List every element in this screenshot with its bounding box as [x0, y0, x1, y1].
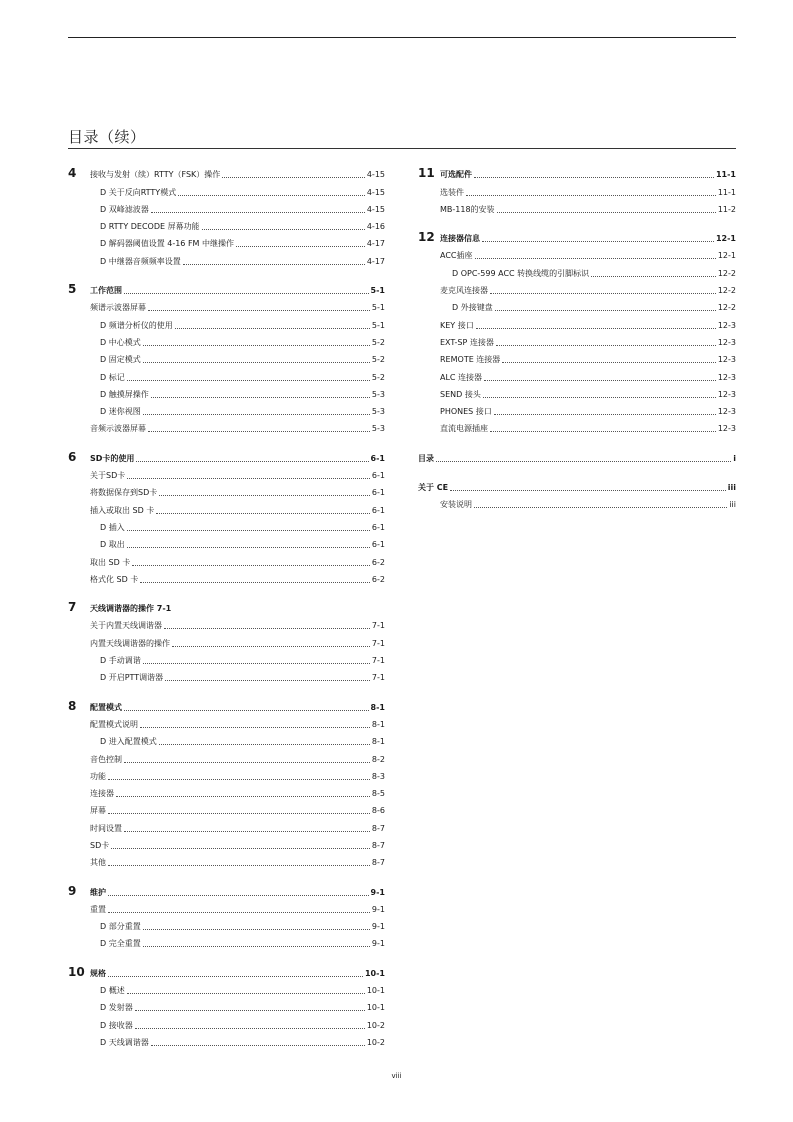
- toc-entry[interactable]: [68, 782, 385, 799]
- leader-dots: [202, 229, 365, 230]
- leader-dots: [165, 680, 370, 681]
- toc-entry[interactable]: [68, 713, 385, 730]
- section-title: 接收与发射（续）RTTY（FSK）操作: [90, 170, 221, 180]
- entry-page-number: 11-2: [717, 204, 736, 214]
- entry-label: D 接收器: [100, 1020, 133, 1030]
- toc-entry[interactable]: [68, 365, 385, 382]
- entry-label: 麦克风连接器: [440, 286, 488, 296]
- leader-dots: [159, 495, 370, 496]
- entry-page-number: 5-3: [371, 424, 385, 434]
- leader-dots: [108, 976, 363, 977]
- entry-label: D 发射器: [100, 1003, 133, 1013]
- entry-page-number: 12-3: [717, 389, 736, 399]
- entry-page-number: 9-1: [371, 904, 385, 914]
- toc-section-heading[interactable]: [68, 880, 385, 897]
- toc-entry[interactable]: [418, 417, 736, 434]
- toc-entry[interactable]: [68, 481, 385, 498]
- toc-section-heading[interactable]: [68, 597, 385, 614]
- leader-dots: [143, 946, 370, 947]
- entry-page-number: 10-2: [366, 1037, 385, 1047]
- leader-dots: [172, 646, 370, 647]
- toc-entry[interactable]: [68, 799, 385, 816]
- entry-page-number: 12-3: [717, 424, 736, 434]
- toc-entry[interactable]: [68, 348, 385, 365]
- toc-entry[interactable]: [68, 498, 385, 515]
- toc-entry[interactable]: [68, 198, 385, 215]
- entry-label: D 中继器音频频率设置: [100, 256, 181, 266]
- toc-entry[interactable]: [418, 313, 736, 330]
- toc-entry[interactable]: [68, 533, 385, 550]
- entry-page-number: 12-3: [717, 372, 736, 382]
- toc-entry[interactable]: [418, 348, 736, 365]
- entry-page-number: 10-1: [366, 986, 385, 996]
- entry-label: 关于内置天线调谐器: [90, 621, 162, 631]
- entry-page-number: 12-1: [717, 251, 736, 261]
- section-number: 9: [68, 883, 77, 898]
- entry-page-number: 8-7: [371, 840, 385, 850]
- toc-entry[interactable]: [68, 1031, 385, 1048]
- toc-section: [68, 695, 385, 868]
- toc-entry[interactable]: [68, 747, 385, 764]
- entry-page-number: 12-3: [717, 337, 736, 347]
- entry-label: SD卡: [90, 840, 110, 850]
- toc-section-heading[interactable]: [68, 279, 385, 296]
- entry-page-number: 4-17: [366, 256, 385, 266]
- header-rule: [68, 37, 736, 38]
- leader-dots: [148, 431, 370, 432]
- title-rule: [68, 148, 736, 149]
- toc-section: [68, 597, 385, 683]
- leader-dots: [143, 345, 370, 346]
- toc-section: [68, 163, 385, 267]
- toc-entry[interactable]: [68, 932, 385, 949]
- entry-page-number: 6-2: [371, 574, 385, 584]
- toc-section-heading[interactable]: [418, 446, 736, 463]
- toc-entry[interactable]: [418, 244, 736, 261]
- toc-entry[interactable]: [68, 816, 385, 833]
- leader-dots: [497, 212, 716, 213]
- toc-entry[interactable]: [68, 765, 385, 782]
- entry-label: D 部分重置: [100, 922, 141, 932]
- entry-label: D 关于反向RTTY模式: [100, 187, 177, 197]
- entry-label: ALC 连接器: [440, 372, 483, 382]
- toc-entry[interactable]: [68, 400, 385, 417]
- entry-label: D RTTY DECODE 屏幕功能: [100, 222, 200, 232]
- entry-page-number: 5-2: [371, 337, 385, 347]
- leader-dots: [591, 276, 716, 277]
- entry-page-number: 5-2: [371, 372, 385, 382]
- section-title: 工作范围: [90, 286, 122, 296]
- toc-entry[interactable]: [68, 550, 385, 567]
- leader-dots: [484, 380, 716, 381]
- leader-dots: [124, 710, 369, 711]
- entry-page-number: 7-1: [371, 656, 385, 666]
- entry-page-number: 5-2: [371, 355, 385, 365]
- toc-entry[interactable]: [418, 400, 736, 417]
- leader-dots: [495, 310, 716, 311]
- section-number: 5: [68, 282, 77, 297]
- entry-page-number: 10-2: [366, 1020, 385, 1030]
- toc-section-heading[interactable]: [68, 695, 385, 712]
- toc-entry[interactable]: [68, 464, 385, 481]
- entry-page-number: 4-15: [366, 204, 385, 214]
- toc-entry[interactable]: [68, 898, 385, 915]
- section-number: 12: [418, 230, 435, 245]
- page-title: 目录（续）: [68, 128, 146, 146]
- entry-label: 音色控制: [90, 754, 122, 764]
- leader-dots: [132, 565, 370, 566]
- leader-dots: [151, 1045, 365, 1046]
- toc-entry[interactable]: [68, 568, 385, 585]
- entry-label: D 触摸屏操作: [100, 389, 149, 399]
- toc-section-heading[interactable]: [68, 961, 385, 978]
- leader-dots: [175, 328, 370, 329]
- toc-section: [68, 279, 385, 435]
- section-number: 7: [68, 600, 77, 615]
- entry-page-number: 5-1: [371, 303, 385, 313]
- toc-entry[interactable]: [68, 383, 385, 400]
- entry-page-number: 6-1: [371, 540, 385, 550]
- section-page-number: 11-1: [715, 170, 736, 180]
- entry-label: 连接器: [90, 789, 114, 799]
- entry-label: D 迷你视图: [100, 407, 141, 417]
- entry-label: 重置: [90, 904, 106, 914]
- entry-page-number: 6-2: [371, 557, 385, 567]
- toc-entry[interactable]: [68, 296, 385, 313]
- entry-page-number: 6-1: [371, 505, 385, 515]
- leader-dots: [127, 547, 370, 548]
- leader-dots: [450, 490, 726, 491]
- entry-label: SEND 接头: [440, 389, 481, 399]
- leader-dots: [108, 912, 370, 913]
- leader-dots: [474, 507, 727, 508]
- leader-dots: [183, 264, 365, 265]
- entry-page-number: 12-2: [717, 286, 736, 296]
- toc-entry[interactable]: [68, 313, 385, 330]
- entry-label: D 中心模式: [100, 337, 141, 347]
- entry-page-number: 4-16: [366, 222, 385, 232]
- leader-dots: [135, 1010, 365, 1011]
- leader-dots: [436, 461, 731, 462]
- leader-dots: [482, 241, 714, 242]
- toc-entry[interactable]: [68, 996, 385, 1013]
- entry-label: D 手动调谐: [100, 656, 141, 666]
- leader-dots: [156, 513, 370, 514]
- leader-dots: [127, 530, 370, 531]
- entry-label: MB-118的安装: [440, 204, 495, 214]
- toc-entry[interactable]: [418, 198, 736, 215]
- entry-label: D 开启PTT调谐器: [100, 673, 164, 683]
- toc-section: [418, 163, 736, 215]
- entry-page-number: 12-3: [717, 407, 736, 417]
- leader-dots: [222, 177, 365, 178]
- entry-page-number: 6-1: [371, 488, 385, 498]
- leader-dots: [483, 397, 716, 398]
- entry-label: D 双峰滤波器: [100, 204, 149, 214]
- toc-section: [418, 446, 736, 463]
- section-title: 目录: [418, 453, 434, 463]
- section-title: 配置模式: [90, 702, 122, 712]
- toc-entry[interactable]: [68, 730, 385, 747]
- entry-page-number: 7-1: [371, 638, 385, 648]
- section-page-number: 12-1: [715, 234, 736, 244]
- toc-entry[interactable]: [68, 915, 385, 932]
- entry-label: 格式化 SD 卡: [90, 574, 139, 584]
- entry-label: 将数据保存到SD卡: [90, 488, 158, 498]
- leader-dots: [496, 345, 716, 346]
- entry-page-number: 5-3: [371, 389, 385, 399]
- leader-dots: [143, 663, 370, 664]
- leader-dots: [111, 848, 370, 849]
- entry-label: KEY 接口: [440, 320, 474, 330]
- entry-page-number: 8-6: [371, 806, 385, 816]
- toc-entry[interactable]: [68, 649, 385, 666]
- toc-section: [418, 476, 736, 511]
- entry-label: D 解码器阈值设置 4-16 FM 中继操作: [100, 239, 234, 249]
- toc-entry[interactable]: [418, 279, 736, 296]
- entry-page-number: 12-2: [717, 303, 736, 313]
- leader-dots: [124, 831, 370, 832]
- toc-section-heading[interactable]: [418, 476, 736, 493]
- entry-label: ACC插座: [440, 251, 473, 261]
- toc-section: [68, 880, 385, 949]
- entry-page-number: 8-1: [371, 737, 385, 747]
- entry-page-number: 8-1: [371, 719, 385, 729]
- section-page-number: iii: [727, 483, 736, 493]
- leader-dots: [116, 796, 370, 797]
- section-title: 规格: [90, 968, 106, 978]
- entry-label: D 插入: [100, 522, 125, 532]
- page-number: viii: [391, 1072, 402, 1080]
- leader-dots: [143, 929, 370, 930]
- entry-page-number: 5-3: [371, 407, 385, 417]
- entry-label: 配置模式说明: [90, 719, 138, 729]
- leader-dots: [474, 177, 714, 178]
- toc-section-heading[interactable]: [418, 163, 736, 180]
- section-title: 关于 CE: [418, 483, 449, 493]
- entry-page-number: 8-7: [371, 858, 385, 868]
- toc-entry[interactable]: [68, 631, 385, 648]
- entry-label: 功能: [90, 771, 106, 781]
- entry-label: D 频谱分析仪的使用: [100, 320, 173, 330]
- leader-dots: [151, 397, 370, 398]
- entry-label: D OPC-599 ACC 转换线缆的引脚标识: [452, 268, 590, 278]
- entry-label: 其他: [90, 858, 106, 868]
- section-page-number: i: [733, 453, 736, 463]
- section-page-number: 4-15: [366, 170, 385, 180]
- entry-label: 内置天线调谐器的操作: [90, 638, 170, 648]
- toc-entry[interactable]: [68, 331, 385, 348]
- toc-entry[interactable]: [68, 666, 385, 683]
- entry-label: 取出 SD 卡: [90, 557, 131, 567]
- leader-dots: [236, 246, 365, 247]
- entry-label: D 天线调谐器: [100, 1037, 149, 1047]
- entry-page-number: 4-15: [366, 187, 385, 197]
- section-number: 4: [68, 166, 77, 181]
- section-number: 11: [418, 166, 435, 181]
- toc-entry[interactable]: [68, 516, 385, 533]
- entry-page-number: 4-17: [366, 239, 385, 249]
- leader-dots: [476, 328, 716, 329]
- section-page-number: 6-1: [370, 453, 385, 463]
- leader-dots: [178, 195, 365, 196]
- section-page-number: 10-1: [364, 968, 385, 978]
- leader-dots: [140, 582, 370, 583]
- leader-dots: [151, 212, 365, 213]
- entry-page-number: iii: [729, 500, 736, 510]
- section-number: 10: [68, 964, 85, 979]
- toc-right-column: [418, 163, 736, 522]
- entry-label: D 固定模式: [100, 355, 141, 365]
- toc-entry[interactable]: [68, 1013, 385, 1030]
- toc-section: [68, 446, 385, 584]
- toc-entry[interactable]: [68, 834, 385, 851]
- section-number: 8: [68, 698, 77, 713]
- toc-entry[interactable]: [418, 493, 736, 510]
- section-title: 天线调谐器的操作 7-1: [90, 604, 172, 614]
- leader-dots: [143, 362, 370, 363]
- entry-page-number: 11-1: [717, 187, 736, 197]
- entry-page-number: 8-3: [371, 771, 385, 781]
- entry-label: 直流电源插座: [440, 424, 488, 434]
- entry-page-number: 8-5: [371, 789, 385, 799]
- entry-page-number: 7-1: [371, 621, 385, 631]
- entry-label: 安装说明: [440, 500, 472, 510]
- entry-page-number: 9-1: [371, 922, 385, 932]
- entry-page-number: 10-1: [366, 1003, 385, 1013]
- toc-entry[interactable]: [418, 331, 736, 348]
- toc-entry[interactable]: [68, 979, 385, 996]
- entry-label: 音频示波器屏幕: [90, 424, 146, 434]
- entry-label: 时间设置: [90, 823, 122, 833]
- toc-entry[interactable]: [68, 249, 385, 266]
- leader-dots: [108, 779, 370, 780]
- section-title: 维护: [90, 887, 106, 897]
- leader-dots: [502, 362, 716, 363]
- entry-page-number: 12-2: [717, 268, 736, 278]
- entry-label: D 进入配置模式: [100, 737, 157, 747]
- leader-dots: [124, 293, 369, 294]
- leader-dots: [494, 414, 716, 415]
- toc-entry[interactable]: [418, 383, 736, 400]
- entry-page-number: 12-3: [717, 320, 736, 330]
- toc-entry[interactable]: [418, 365, 736, 382]
- toc-section: [68, 961, 385, 1047]
- entry-label: PHONES 接口: [440, 407, 492, 417]
- toc-entry[interactable]: [418, 261, 736, 278]
- leader-dots: [108, 813, 370, 814]
- leader-dots: [475, 258, 716, 259]
- leader-dots: [490, 293, 716, 294]
- entry-page-number: 6-1: [371, 522, 385, 532]
- toc-section-heading[interactable]: [68, 446, 385, 463]
- entry-page-number: 7-1: [371, 673, 385, 683]
- leader-dots: [108, 865, 370, 866]
- section-title: 可选配件: [440, 170, 472, 180]
- section-title: SD卡的使用: [90, 453, 135, 463]
- toc-entry[interactable]: [68, 417, 385, 434]
- toc-entry[interactable]: [68, 215, 385, 232]
- entry-label: D 外接键盘: [452, 303, 493, 313]
- leader-dots: [127, 478, 370, 479]
- entry-label: D 完全重置: [100, 939, 141, 949]
- leader-dots: [124, 762, 370, 763]
- leader-dots: [108, 895, 369, 896]
- leader-dots: [148, 310, 370, 311]
- entry-label: 频谱示波器屏幕: [90, 303, 146, 313]
- leader-dots: [164, 628, 370, 629]
- entry-label: D 概述: [100, 986, 125, 996]
- toc-entry[interactable]: [418, 296, 736, 313]
- toc-left-column: [68, 163, 385, 1060]
- leader-dots: [136, 461, 368, 462]
- toc-entry[interactable]: [68, 851, 385, 868]
- entry-label: 插入或取出 SD 卡: [90, 505, 155, 515]
- leader-dots: [127, 993, 365, 994]
- leader-dots: [159, 744, 370, 745]
- leader-dots: [127, 380, 370, 381]
- section-number: 6: [68, 449, 77, 464]
- toc-section-heading[interactable]: [418, 227, 736, 244]
- entry-label: EXT-SP 连接器: [440, 337, 494, 347]
- toc-entry[interactable]: [418, 180, 736, 197]
- section-page-number: 9-1: [370, 887, 385, 897]
- entry-label: D 取出: [100, 540, 125, 550]
- section-page-number: 8-1: [370, 702, 385, 712]
- entry-label: 关于SD卡: [90, 471, 126, 481]
- toc-entry[interactable]: [68, 614, 385, 631]
- leader-dots: [490, 431, 716, 432]
- entry-page-number: 8-2: [371, 754, 385, 764]
- entry-label: REMOTE 连接器: [440, 355, 501, 365]
- entry-page-number: 8-7: [371, 823, 385, 833]
- entry-label: 屏幕: [90, 806, 106, 816]
- entry-page-number: 5-1: [371, 320, 385, 330]
- section-title: 连接器信息: [440, 234, 480, 244]
- toc-section: [418, 227, 736, 435]
- leader-dots: [466, 195, 716, 196]
- entry-label: D 标记: [100, 372, 125, 382]
- toc-section-heading[interactable]: [68, 163, 385, 180]
- entry-page-number: 6-1: [371, 471, 385, 481]
- leader-dots: [140, 727, 370, 728]
- entry-page-number: 12-3: [717, 355, 736, 365]
- leader-dots: [143, 414, 370, 415]
- entry-page-number: 9-1: [371, 939, 385, 949]
- toc-entry[interactable]: [68, 232, 385, 249]
- section-page-number: 5-1: [370, 286, 385, 296]
- toc-entry[interactable]: [68, 180, 385, 197]
- entry-label: 选装件: [440, 187, 464, 197]
- leader-dots: [135, 1028, 365, 1029]
